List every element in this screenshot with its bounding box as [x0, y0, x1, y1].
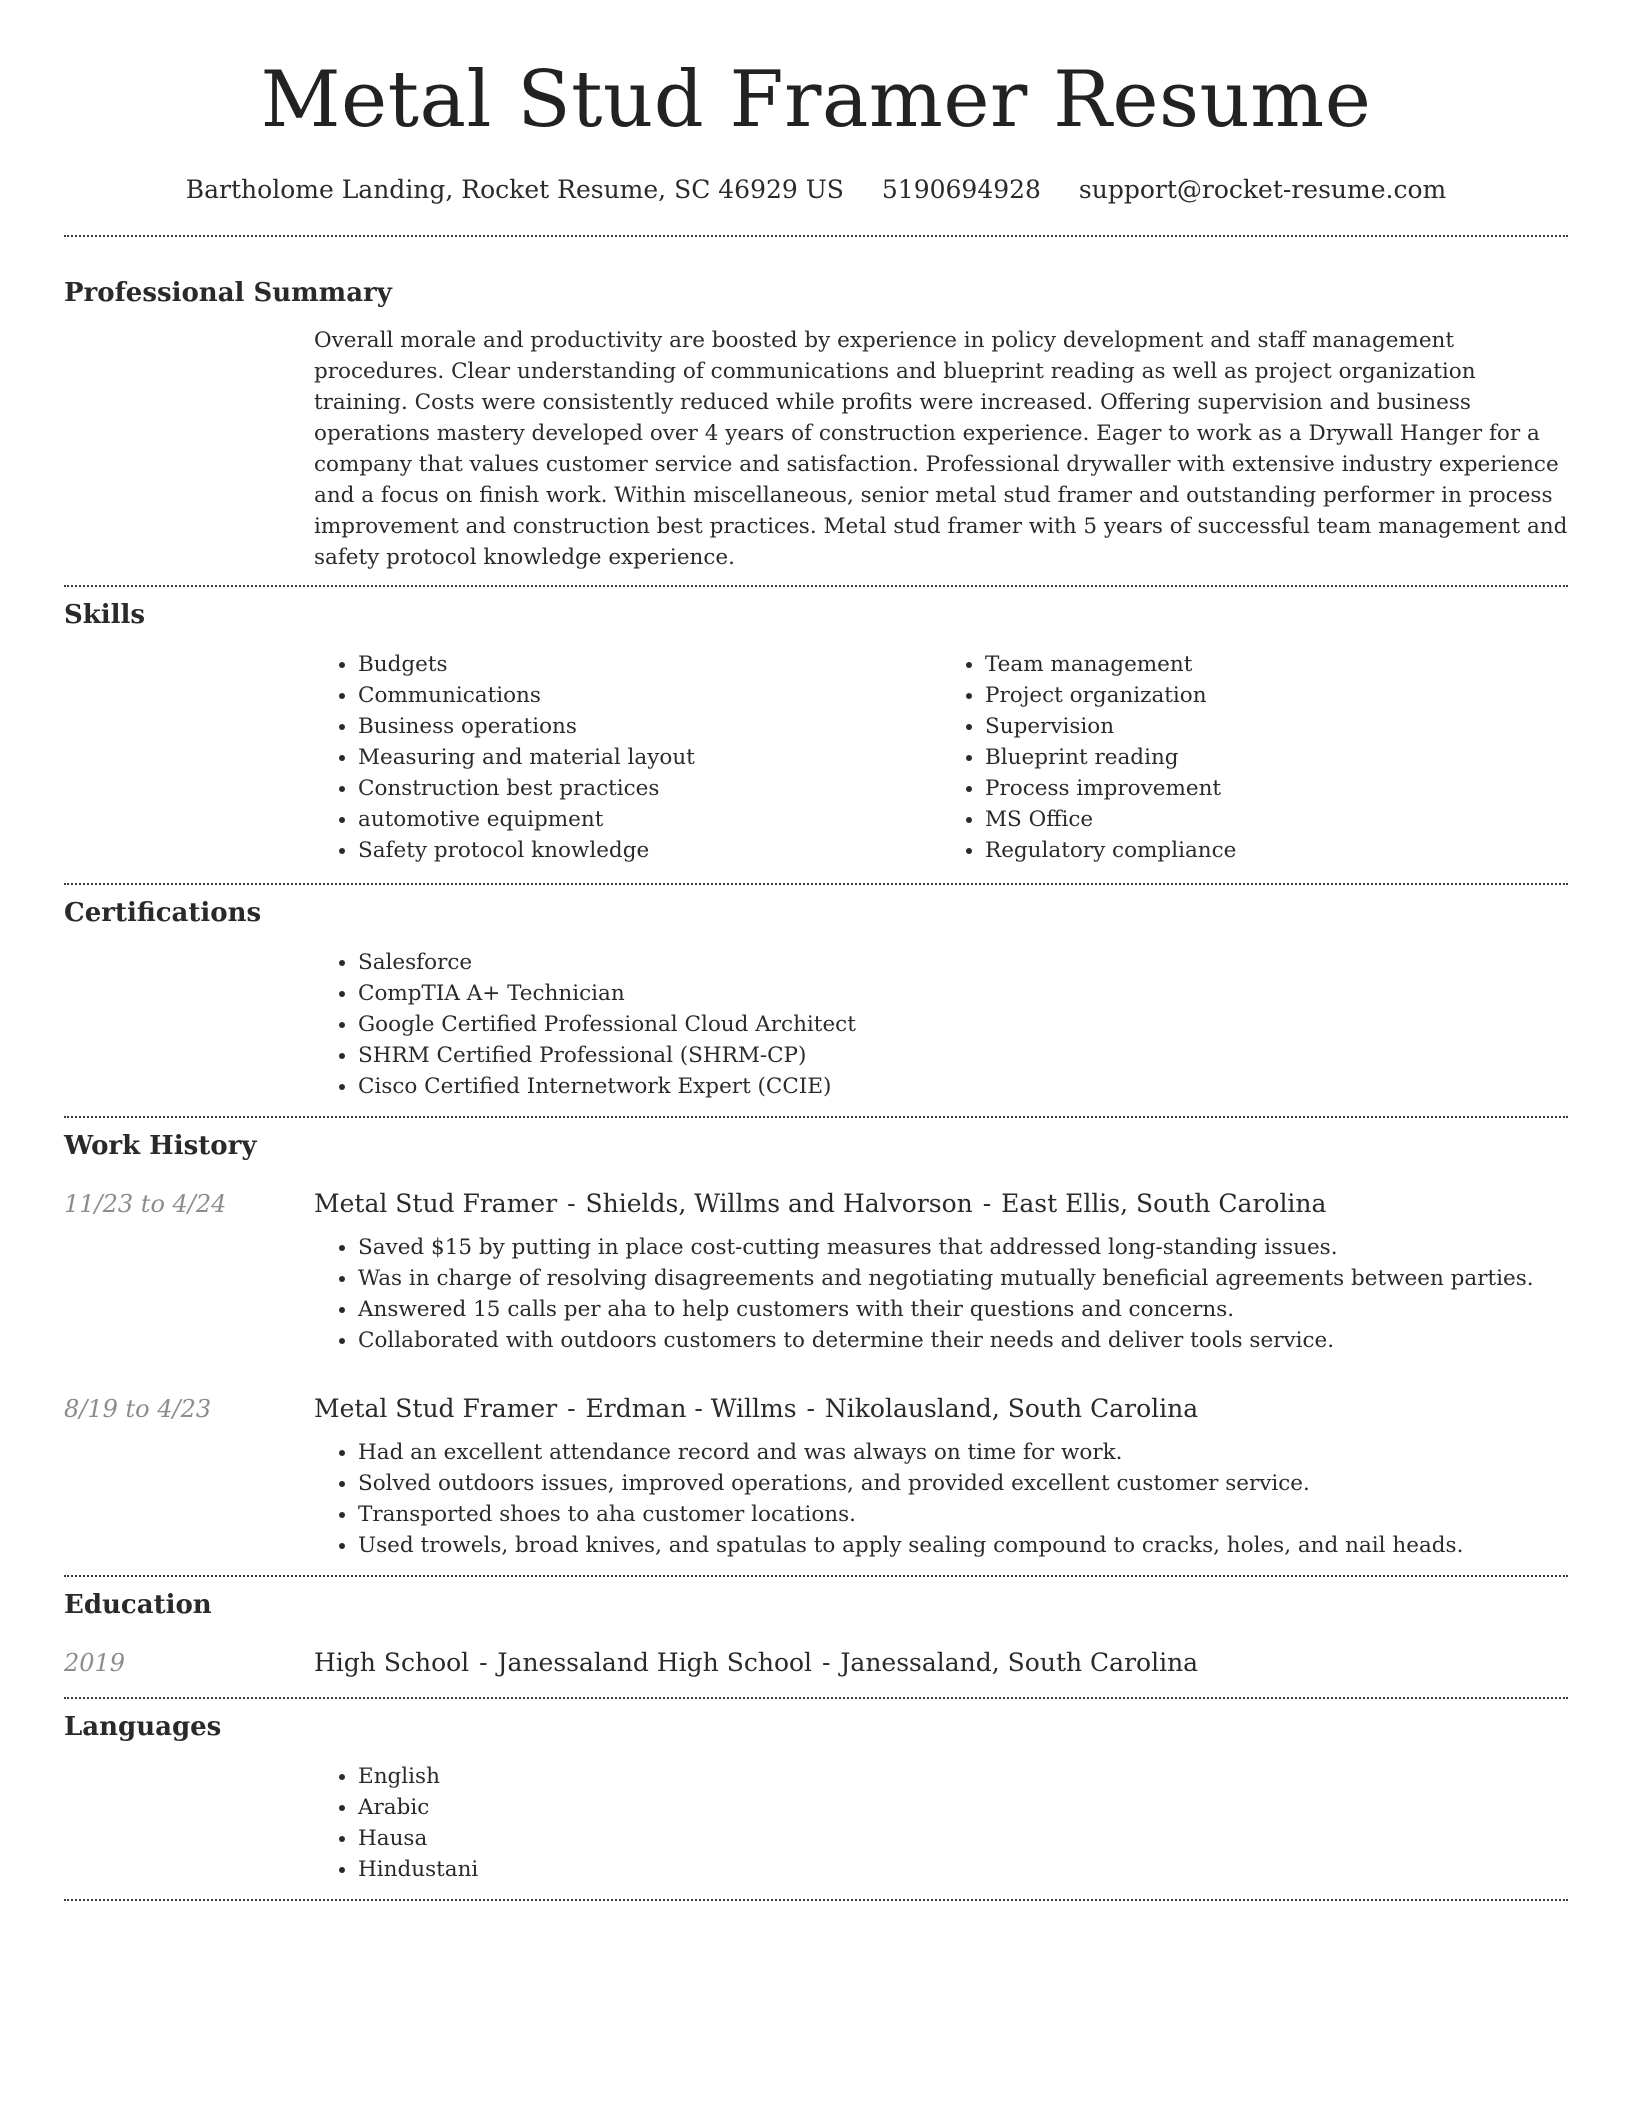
- list-item: • Measuring and material layout: [358, 742, 941, 773]
- job-location: Nikolausland, South Carolina: [824, 1394, 1199, 1423]
- skills-heading: Skills: [64, 600, 146, 630]
- list-item: • Answered 15 calls per aha to help customers with their questions and concerns.: [358, 1294, 1568, 1325]
- job-location: East Ellis, South Carolina: [1001, 1189, 1327, 1218]
- languages-heading: Languages: [64, 1712, 222, 1742]
- job-entry: [64, 1184, 1568, 1356]
- list-item: • English: [358, 1761, 1568, 1792]
- work-section: [64, 1118, 1568, 1575]
- list-item: • Solved outdoors issues, improved operations, and provided excellent customer service.: [358, 1468, 1568, 1499]
- job-role: Metal Stud Framer: [314, 1189, 558, 1218]
- job-title: Metal Stud Framer - Erdman - Willms - Nikolausland, South Carolina: [314, 1394, 1199, 1423]
- list-item: • automotive equipment: [358, 804, 941, 835]
- education-section: [64, 1577, 1568, 1697]
- list-item: • Business operations: [358, 711, 941, 742]
- list-item: • Communications: [358, 680, 941, 711]
- list-item: • Construction best practices: [358, 773, 941, 804]
- list-item: • Arabic: [358, 1792, 1568, 1823]
- certifications-heading: Certifications: [64, 898, 262, 928]
- contact-phone: 5190694928: [881, 175, 1041, 204]
- list-item: • Regulatory compliance: [985, 835, 1568, 866]
- list-item: • Google Certified Professional Cloud Architect: [358, 1009, 1568, 1040]
- skills-section: [64, 587, 1568, 883]
- job-bullets: [314, 1437, 1568, 1561]
- divider: [64, 1899, 1568, 1901]
- list-item: • Project organization: [985, 680, 1568, 711]
- list-item: • Used trowels, broad knives, and spatulas to apply sealing compound to cracks, holes, and nail heads.: [358, 1530, 1568, 1561]
- education-year: 2019: [64, 1649, 126, 1677]
- languages-list: [314, 1761, 1568, 1885]
- resume-page: [64, 0, 1568, 1901]
- languages-section: [64, 1699, 1568, 1899]
- list-item: • Supervision: [985, 711, 1568, 742]
- list-item: • Process improvement: [985, 773, 1568, 804]
- education-entry: [64, 1643, 1568, 1697]
- list-item: • Safety protocol knowledge: [358, 835, 941, 866]
- list-item: • Hindustani: [358, 1854, 1568, 1885]
- skills-list-left: [314, 649, 941, 866]
- job-dates: 8/19 to 4/23: [64, 1395, 212, 1423]
- education-title: High School - Janessaland High School - Janessaland, South Carolina: [314, 1648, 1199, 1677]
- skills-list-right: [941, 649, 1568, 866]
- job-role: Metal Stud Framer: [314, 1394, 558, 1423]
- list-item: • Cisco Certified Internetwork Expert (CCIE): [358, 1071, 1568, 1102]
- job-bullets: [314, 1232, 1568, 1356]
- education-degree: High School: [314, 1648, 470, 1677]
- summary-heading: Professional Summary: [64, 278, 392, 308]
- summary-section: [64, 237, 1568, 585]
- job-title: Metal Stud Framer - Shields, Willms and Halvorson - East Ellis, South Carolina: [314, 1189, 1327, 1218]
- list-item: • Had an excellent attendance record and was always on time for work.: [358, 1437, 1568, 1468]
- list-item: • Transported shoes to aha customer locations.: [358, 1499, 1568, 1530]
- contact-address: Bartholome Landing, Rocket Resume, SC 46929 US: [185, 175, 844, 204]
- education-location: Janessaland, South Carolina: [840, 1648, 1199, 1677]
- work-heading: Work History: [64, 1131, 257, 1161]
- job-company: Erdman - Willms: [585, 1394, 797, 1423]
- job-company: Shields, Willms and Halvorson: [585, 1189, 973, 1218]
- education-school: Janessaland High School: [497, 1648, 813, 1677]
- list-item: • Collaborated with outdoors customers to determine their needs and deliver tools service.: [358, 1325, 1568, 1356]
- list-item: • Hausa: [358, 1823, 1568, 1854]
- education-heading: Education: [64, 1590, 212, 1620]
- contact-line: [64, 172, 1568, 208]
- certifications-list: [314, 947, 1568, 1102]
- list-item: • MS Office: [985, 804, 1568, 835]
- contact-email: support@rocket-resume.com: [1078, 175, 1447, 204]
- certifications-section: [64, 885, 1568, 1116]
- list-item: • Was in charge of resolving disagreements and negotiating mutually beneficial agreements between parties.: [358, 1263, 1568, 1294]
- job-dates: 11/23 to 4/24: [64, 1190, 227, 1218]
- list-item: • Salesforce: [358, 947, 1568, 978]
- summary-text: Overall morale and productivity are boosted by experience in policy development and staff management procedures. Clear understanding of communications and blueprint reading as well as project organization training. Costs were consistently reduced while profits were increased. Offering supervision and business operations mastery developed over 4 years of construction experience. Eager to work as a Drywall Hanger for a company that values customer service and satisfaction. Professional drywaller with extensive industry experience and a focus on finish work. Within miscellaneous, senior metal stud framer and outstanding performer in process improvement and construction best practices. Metal stud framer with 5 years of successful team management and safety protocol knowledge experience.: [314, 328, 1568, 570]
- list-item: • CompTIA A+ Technician: [358, 978, 1568, 1009]
- list-item: • Saved $15 by putting in place cost-cutting measures that addressed long-standing issues.: [358, 1232, 1568, 1263]
- resume-title: Metal Stud Framer Resume: [260, 55, 1372, 145]
- job-entry: [64, 1389, 1568, 1575]
- list-item: • Blueprint reading: [985, 742, 1568, 773]
- list-item: • SHRM Certified Professional (SHRM-CP): [358, 1040, 1568, 1071]
- list-item: • Team management: [985, 649, 1568, 680]
- list-item: • Budgets: [358, 649, 941, 680]
